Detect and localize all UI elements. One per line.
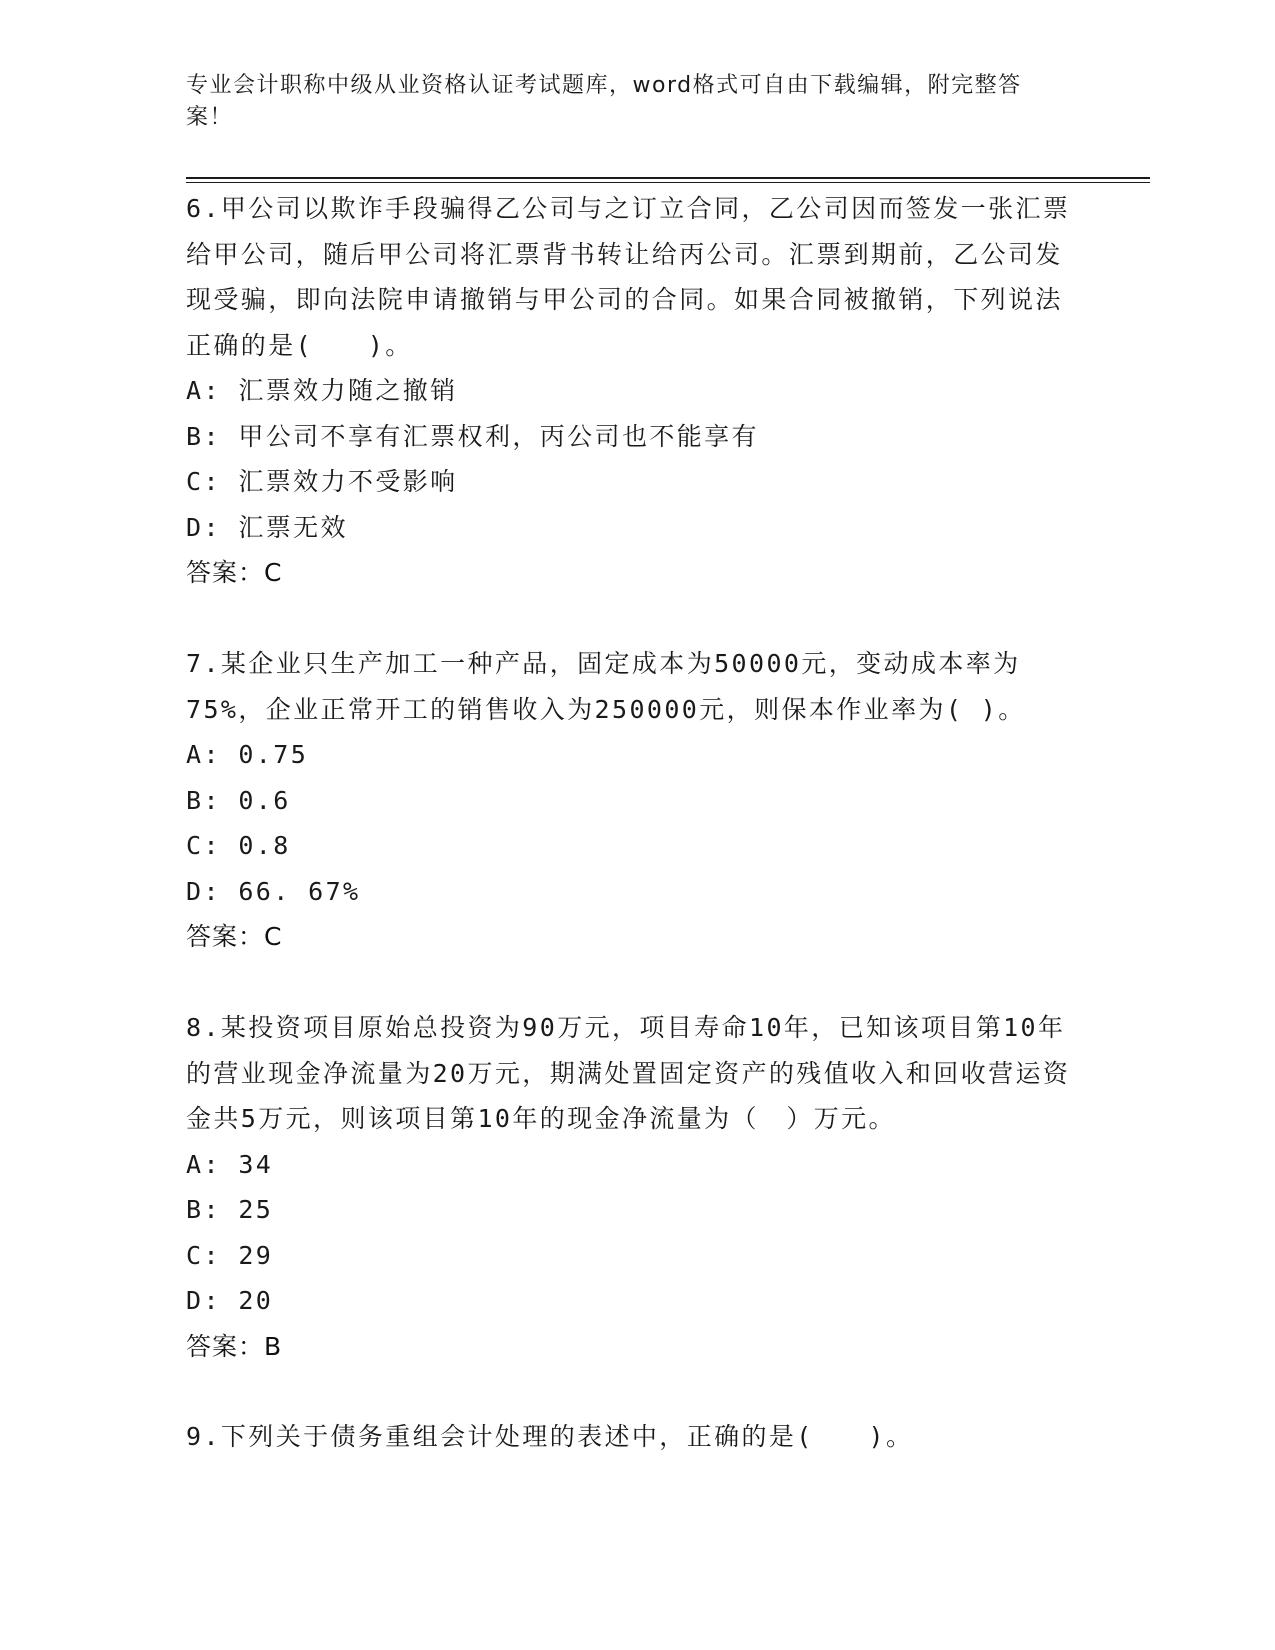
question-stem: 7.某企业只生产加工一种产品，固定成本为50000元，变动成本率为75%，企业正常开工的销售收入为250000元，则保本作业率为( )。 <box>186 649 1026 724</box>
option-d: D: 66. 67% <box>186 876 361 906</box>
answer-label: 答案：C <box>186 558 283 587</box>
option-c: C: 0.8 <box>186 831 291 860</box>
question-stem: 8.某投资项目原始总投资为90万元，项目寿命10年，已知该项目第10年的营业现金净流量为20万元，期满处置固定资产的残值收入和回收营运资金共5万元，则该项目第10年的现金净流量为（ ）万元。 <box>186 1013 1071 1133</box>
question-6 <box>186 186 1086 596</box>
question-stem: 6.甲公司以欺诈手段骗得乙公司与之订立合同，乙公司因而签发一张汇票给甲公司，随后甲公司将汇票背书转让给丙公司。汇票到期前，乙公司发现受骗，即向法院申请撤销与甲公司的合同。如果合同被撤销，下列说法正确的是( )。 <box>186 194 1071 360</box>
header-divider-thin <box>186 182 1150 183</box>
option-a: A: 34 <box>186 1149 274 1179</box>
option-b: B: 25 <box>186 1195 274 1224</box>
header-divider-thick <box>186 177 1150 179</box>
option-c: C: 汇票效力不受影响 <box>186 467 458 496</box>
answer-label: 答案：C <box>186 922 283 951</box>
option-a: A: 汇票效力随之撤销 <box>186 376 458 405</box>
option-b: B: 甲公司不享有汇票权利，丙公司也不能享有 <box>186 421 759 451</box>
option-a: A: 0.75 <box>186 740 309 769</box>
option-d: D: 汇票无效 <box>186 512 348 542</box>
option-c: C: 29 <box>186 1240 274 1270</box>
question-9 <box>186 1414 1086 1460</box>
answer-label: 答案：B <box>186 1331 283 1361</box>
document-header: 专业会计职称中级从业资格认证考试题库，word格式可自由下载编辑，附完整答案！ <box>186 73 1022 130</box>
option-d: D: 20 <box>186 1286 274 1315</box>
question-stem: 9.下列关于债务重组会计处理的表述中，正确的是( )。 <box>186 1422 914 1451</box>
question-8 <box>186 1005 1086 1369</box>
option-b: B: 0.6 <box>186 785 291 815</box>
question-7 <box>186 641 1086 960</box>
